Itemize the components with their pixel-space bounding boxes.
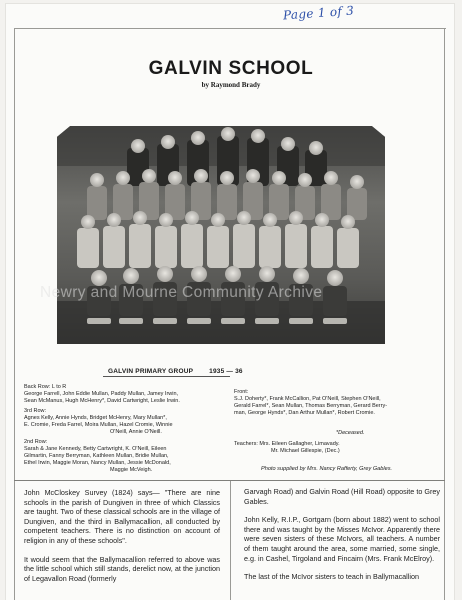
body-paragraph: John McCloskey Survey (1824) says— "There are nine schools in the parish of Dungiven in three of which Classics are taught. Two of these classical schools are in the village of Dungiven, and the third in Ballymacallion, all conducted by competent teachers. There is no distinction on account of religion in any of these schools". (24, 488, 220, 545)
body-column-left (24, 488, 220, 592)
name-line: Sean McManus, Hugh McHenry*, David Cartwright, Leslie Irwin. (24, 398, 180, 404)
photo-caption-years: 1935 — 36 (209, 368, 243, 375)
class-photo (57, 126, 385, 344)
caption-underline (103, 376, 230, 377)
row-heading-third: 3rd Row: (24, 408, 47, 414)
deceased-note: *Deceased. (336, 430, 365, 436)
teacher-line: Mr. Michael Gillespie, (Dec.) (271, 448, 340, 454)
name-line: Gilmartin, Fanny Berryman, Kathleen Mullan, Bridie Mullan, (24, 453, 169, 459)
photo-caption-heading (108, 368, 243, 375)
frame-rule-right (444, 28, 445, 600)
class-photo-image (57, 126, 385, 344)
photo-credit: Photo supplied by Mrs. Nancy Rafferty, Grey Gables. (261, 466, 393, 472)
names-left-column (24, 381, 224, 474)
name-line: E. Cromie, Freda Farrel, Moira Mullan, Hazel Cromie, Winnie (24, 422, 173, 428)
column-divider (230, 481, 231, 600)
body-paragraph: It would seem that the Ballymacallion referred to above was the little school which still stands, derelict now, at the junction of Legavallon Road (formerly (24, 554, 220, 583)
name-line: Ethel Irwin, Maggie Moran, Nancy Mullan, Jessie McDonald, (24, 460, 171, 466)
archive-watermark: Newry and Mourne Community Archive (40, 284, 323, 301)
body-paragraph: John Kelly, R.I.P., Gortgarn (born about 1882) went to school there and was taught by the Misses McIvor. Apparently there were seven sisters of these McIvors, all teachers. A number of them taught around the area, some married, some single, e.g. in Cashel, Tirgoland and Fincairn (Mrs. Frank McElroy). (244, 515, 440, 563)
name-line: man, George Hynds*, Dan Arthur Mullan*, Robert Cromie. (234, 410, 375, 416)
name-line: S.J. Doherty*, Frank McCallion, Pat O'Neill, Stephen O'Neill, (234, 396, 381, 402)
name-line: Agnes Kelly, Annie Hynds, Bridget McHenry, Mary Mullan*, (24, 415, 167, 421)
name-line: Maggie McVeigh. (110, 467, 153, 473)
frame-rule-left (14, 28, 15, 600)
row-heading-front: Front: (234, 389, 249, 395)
teachers-list (234, 441, 340, 455)
name-line: George Farrell, John Eddie Mullan, Paddy Mullan, Jamey Irwin, (24, 391, 179, 397)
article-title: GALVIN SCHOOL (148, 58, 314, 79)
row-heading-back: Back Row: L to R (24, 384, 67, 390)
name-line: Sarah & Jane Kennedy, Betty Cartwright, K. O'Neill, Eileen (24, 446, 167, 452)
body-paragraph: Garvagh Road) and Galvin Road (Hill Road) opposite to Grey Gables. (244, 487, 440, 506)
frame-rule-top (14, 28, 446, 29)
names-right-column (234, 386, 434, 417)
row-heading-second: 2nd Row: (24, 439, 48, 445)
photo-caption-group: GALVIN PRIMARY GROUP (108, 368, 194, 375)
name-line: Gerald Farrel*, Sean Mullan, Thomas Berryman, Gerard Berry- (234, 403, 388, 409)
name-line: O'Neill, Annie O'Neill. (110, 429, 162, 435)
body-column-right (244, 487, 440, 591)
article-byline: by Raymond Brady (201, 81, 261, 89)
teacher-line: Teachers: Mrs. Eileen Gallagher, Limavady. (234, 441, 340, 447)
body-paragraph: The last of the McIvor sisters to teach in Ballymacallion (244, 572, 419, 582)
handwritten-page-marker: Page 1 of 3 (282, 3, 355, 23)
